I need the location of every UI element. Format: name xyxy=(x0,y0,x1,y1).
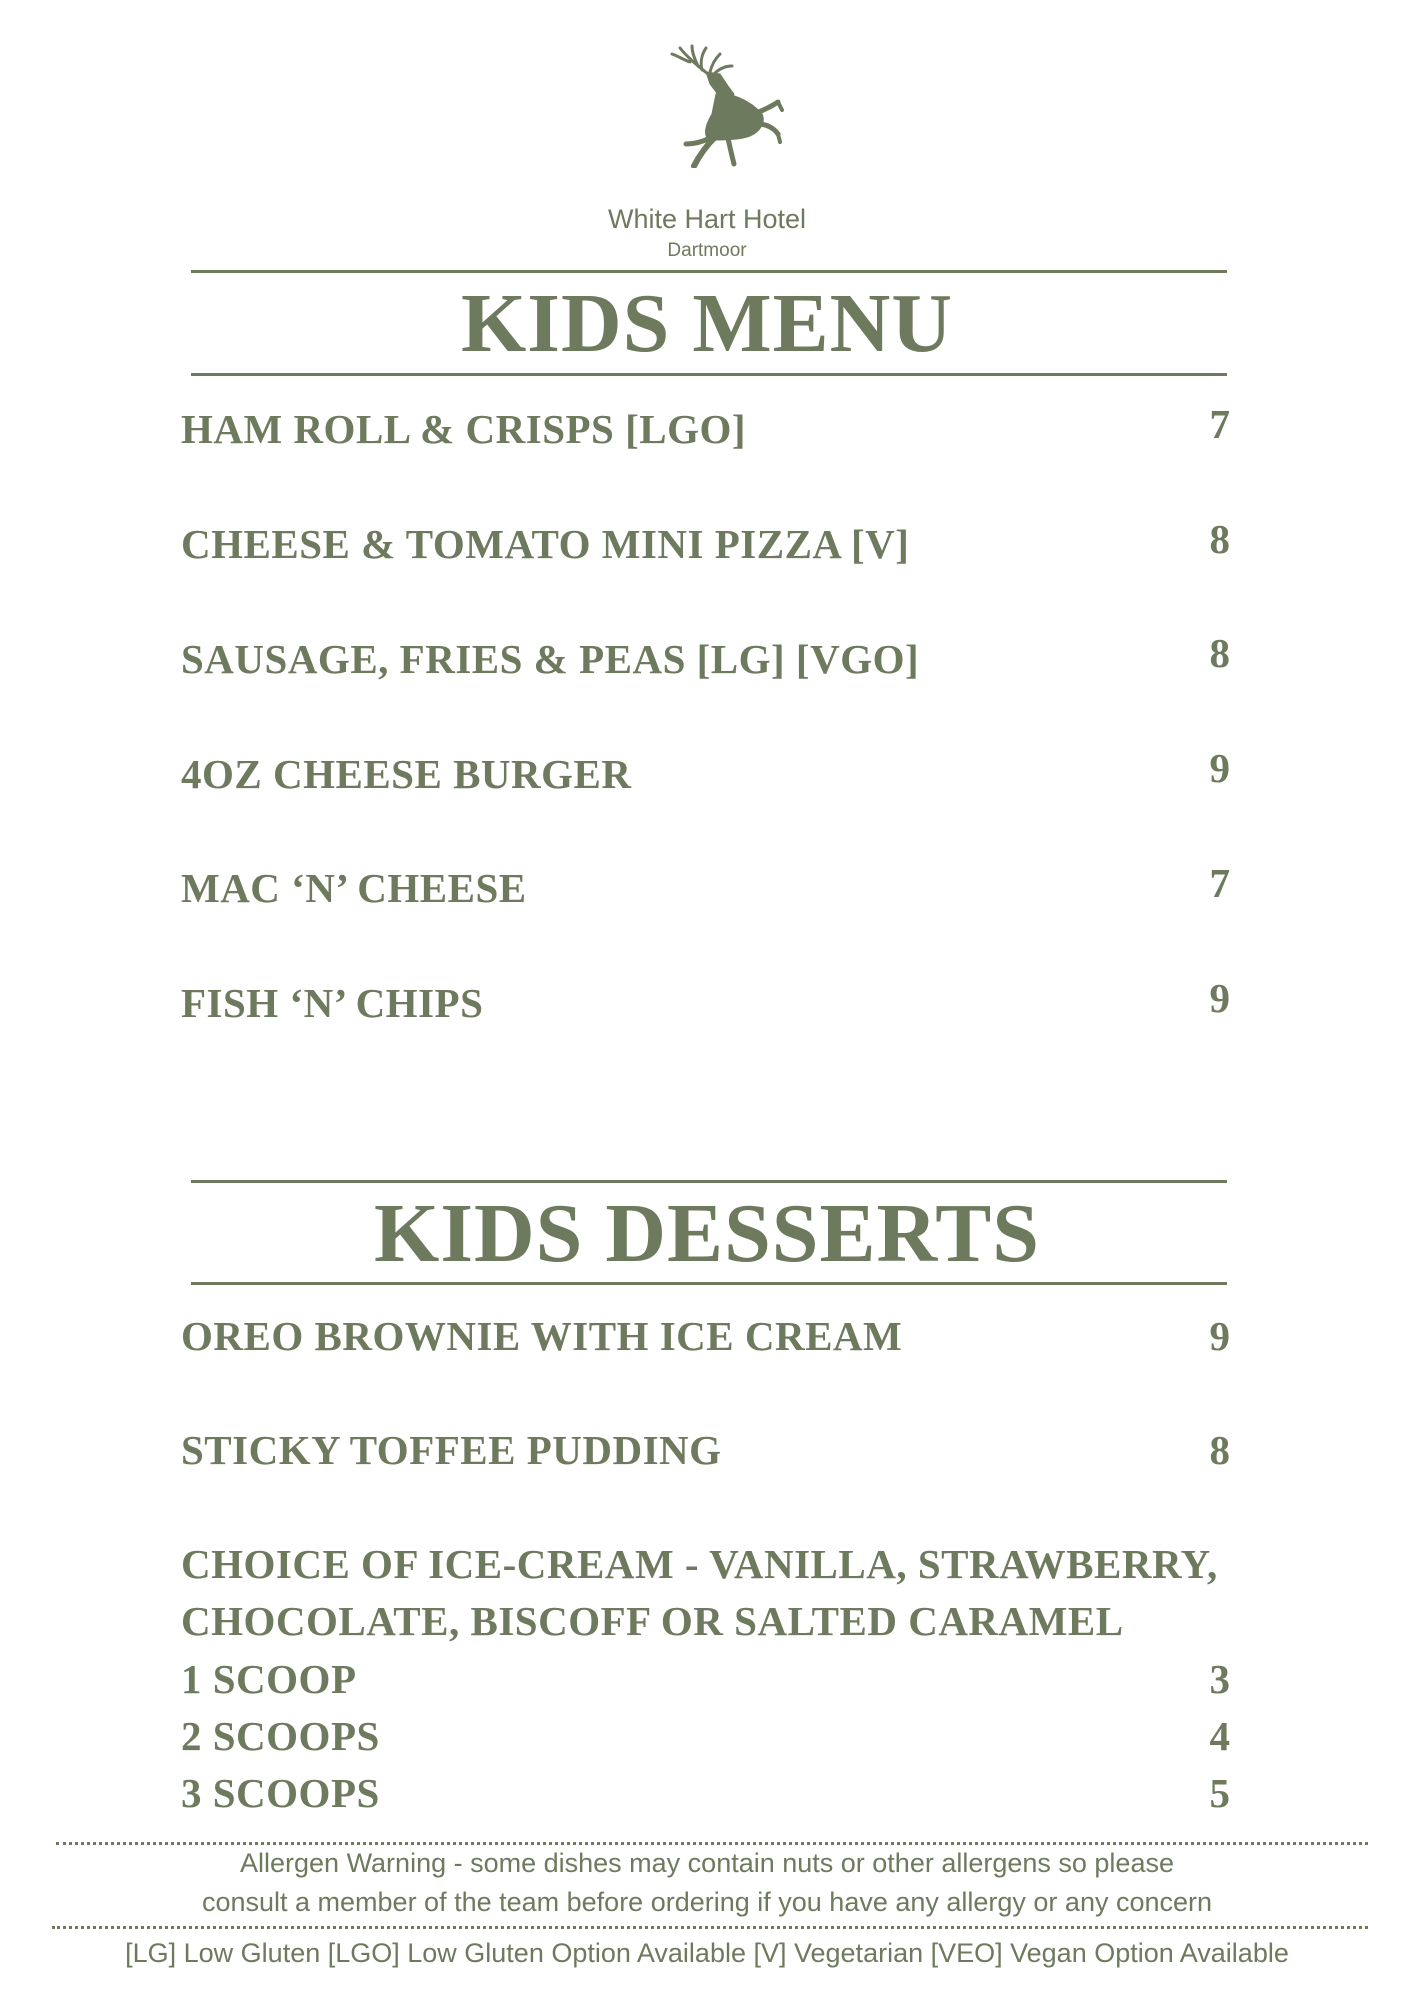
divider xyxy=(191,1282,1227,1285)
menu-item-price: 9 xyxy=(1209,975,1230,1021)
dessert-item-name: OREO BROWNIE WITH ICE CREAM xyxy=(181,1313,903,1359)
desserts-title: KIDS DESSERTS xyxy=(373,1187,1040,1280)
scoop-option-price: 5 xyxy=(1209,1770,1230,1816)
scoop-option-name: 3 SCOOPS xyxy=(181,1770,380,1816)
ice-cream-choice-line: CHOCOLATE, BISCOFF OR SALTED CARAMEL xyxy=(181,1598,1124,1644)
menu-title: KIDS MENU xyxy=(460,277,954,370)
dotted-divider xyxy=(56,1842,1368,1845)
dietary-key: [LG] Low Gluten [LGO] Low Gluten Option Available [V] Vegetarian [VEO] Vegan Option Available xyxy=(125,1938,1289,1968)
allergen-warning: Allergen Warning - some dishes may contain nuts or other allergens so please xyxy=(240,1848,1174,1878)
brand-name: White Hart Hotel xyxy=(607,204,807,234)
menu-item-price: 7 xyxy=(1209,401,1230,447)
menu-item-price: 8 xyxy=(1209,630,1230,676)
menu-item-name: SAUSAGE, FRIES & PEAS [LG] [VGO] xyxy=(181,636,920,682)
menu-item-price: 7 xyxy=(1209,860,1230,906)
divider xyxy=(191,270,1227,273)
menu-item-name: CHEESE & TOMATO MINI PIZZA [V] xyxy=(181,521,910,567)
menu-item-name: FISH ‘N’ CHIPS xyxy=(181,980,484,1026)
divider xyxy=(191,1180,1227,1183)
divider xyxy=(191,373,1227,376)
scoop-option-name: 1 SCOOP xyxy=(181,1656,357,1702)
menu-item-name: MAC ‘N’ CHEESE xyxy=(181,865,527,911)
dessert-item-price: 9 xyxy=(1209,1313,1230,1359)
menu-item-name: HAM ROLL & CRISPS [LGO] xyxy=(181,406,747,452)
dessert-item-name: STICKY TOFFEE PUDDING xyxy=(181,1427,722,1473)
menu-item-price: 8 xyxy=(1209,516,1230,562)
stag-icon xyxy=(650,44,784,168)
menu-item-name: 4OZ CHEESE BURGER xyxy=(181,751,632,797)
scoop-option-name: 2 SCOOPS xyxy=(181,1713,380,1759)
brand-location: Dartmoor xyxy=(667,240,747,261)
dotted-divider xyxy=(52,1926,1368,1929)
scoop-option-price: 4 xyxy=(1209,1713,1230,1759)
ice-cream-choice-line: CHOICE OF ICE-CREAM - VANILLA, STRAWBERRY, xyxy=(181,1541,1218,1587)
allergen-warning: consult a member of the team before ordering if you have any allergy or any concern xyxy=(201,1887,1213,1917)
scoop-option-price: 3 xyxy=(1209,1656,1230,1702)
menu-item-price: 9 xyxy=(1209,745,1230,791)
dessert-item-price: 8 xyxy=(1209,1427,1230,1473)
